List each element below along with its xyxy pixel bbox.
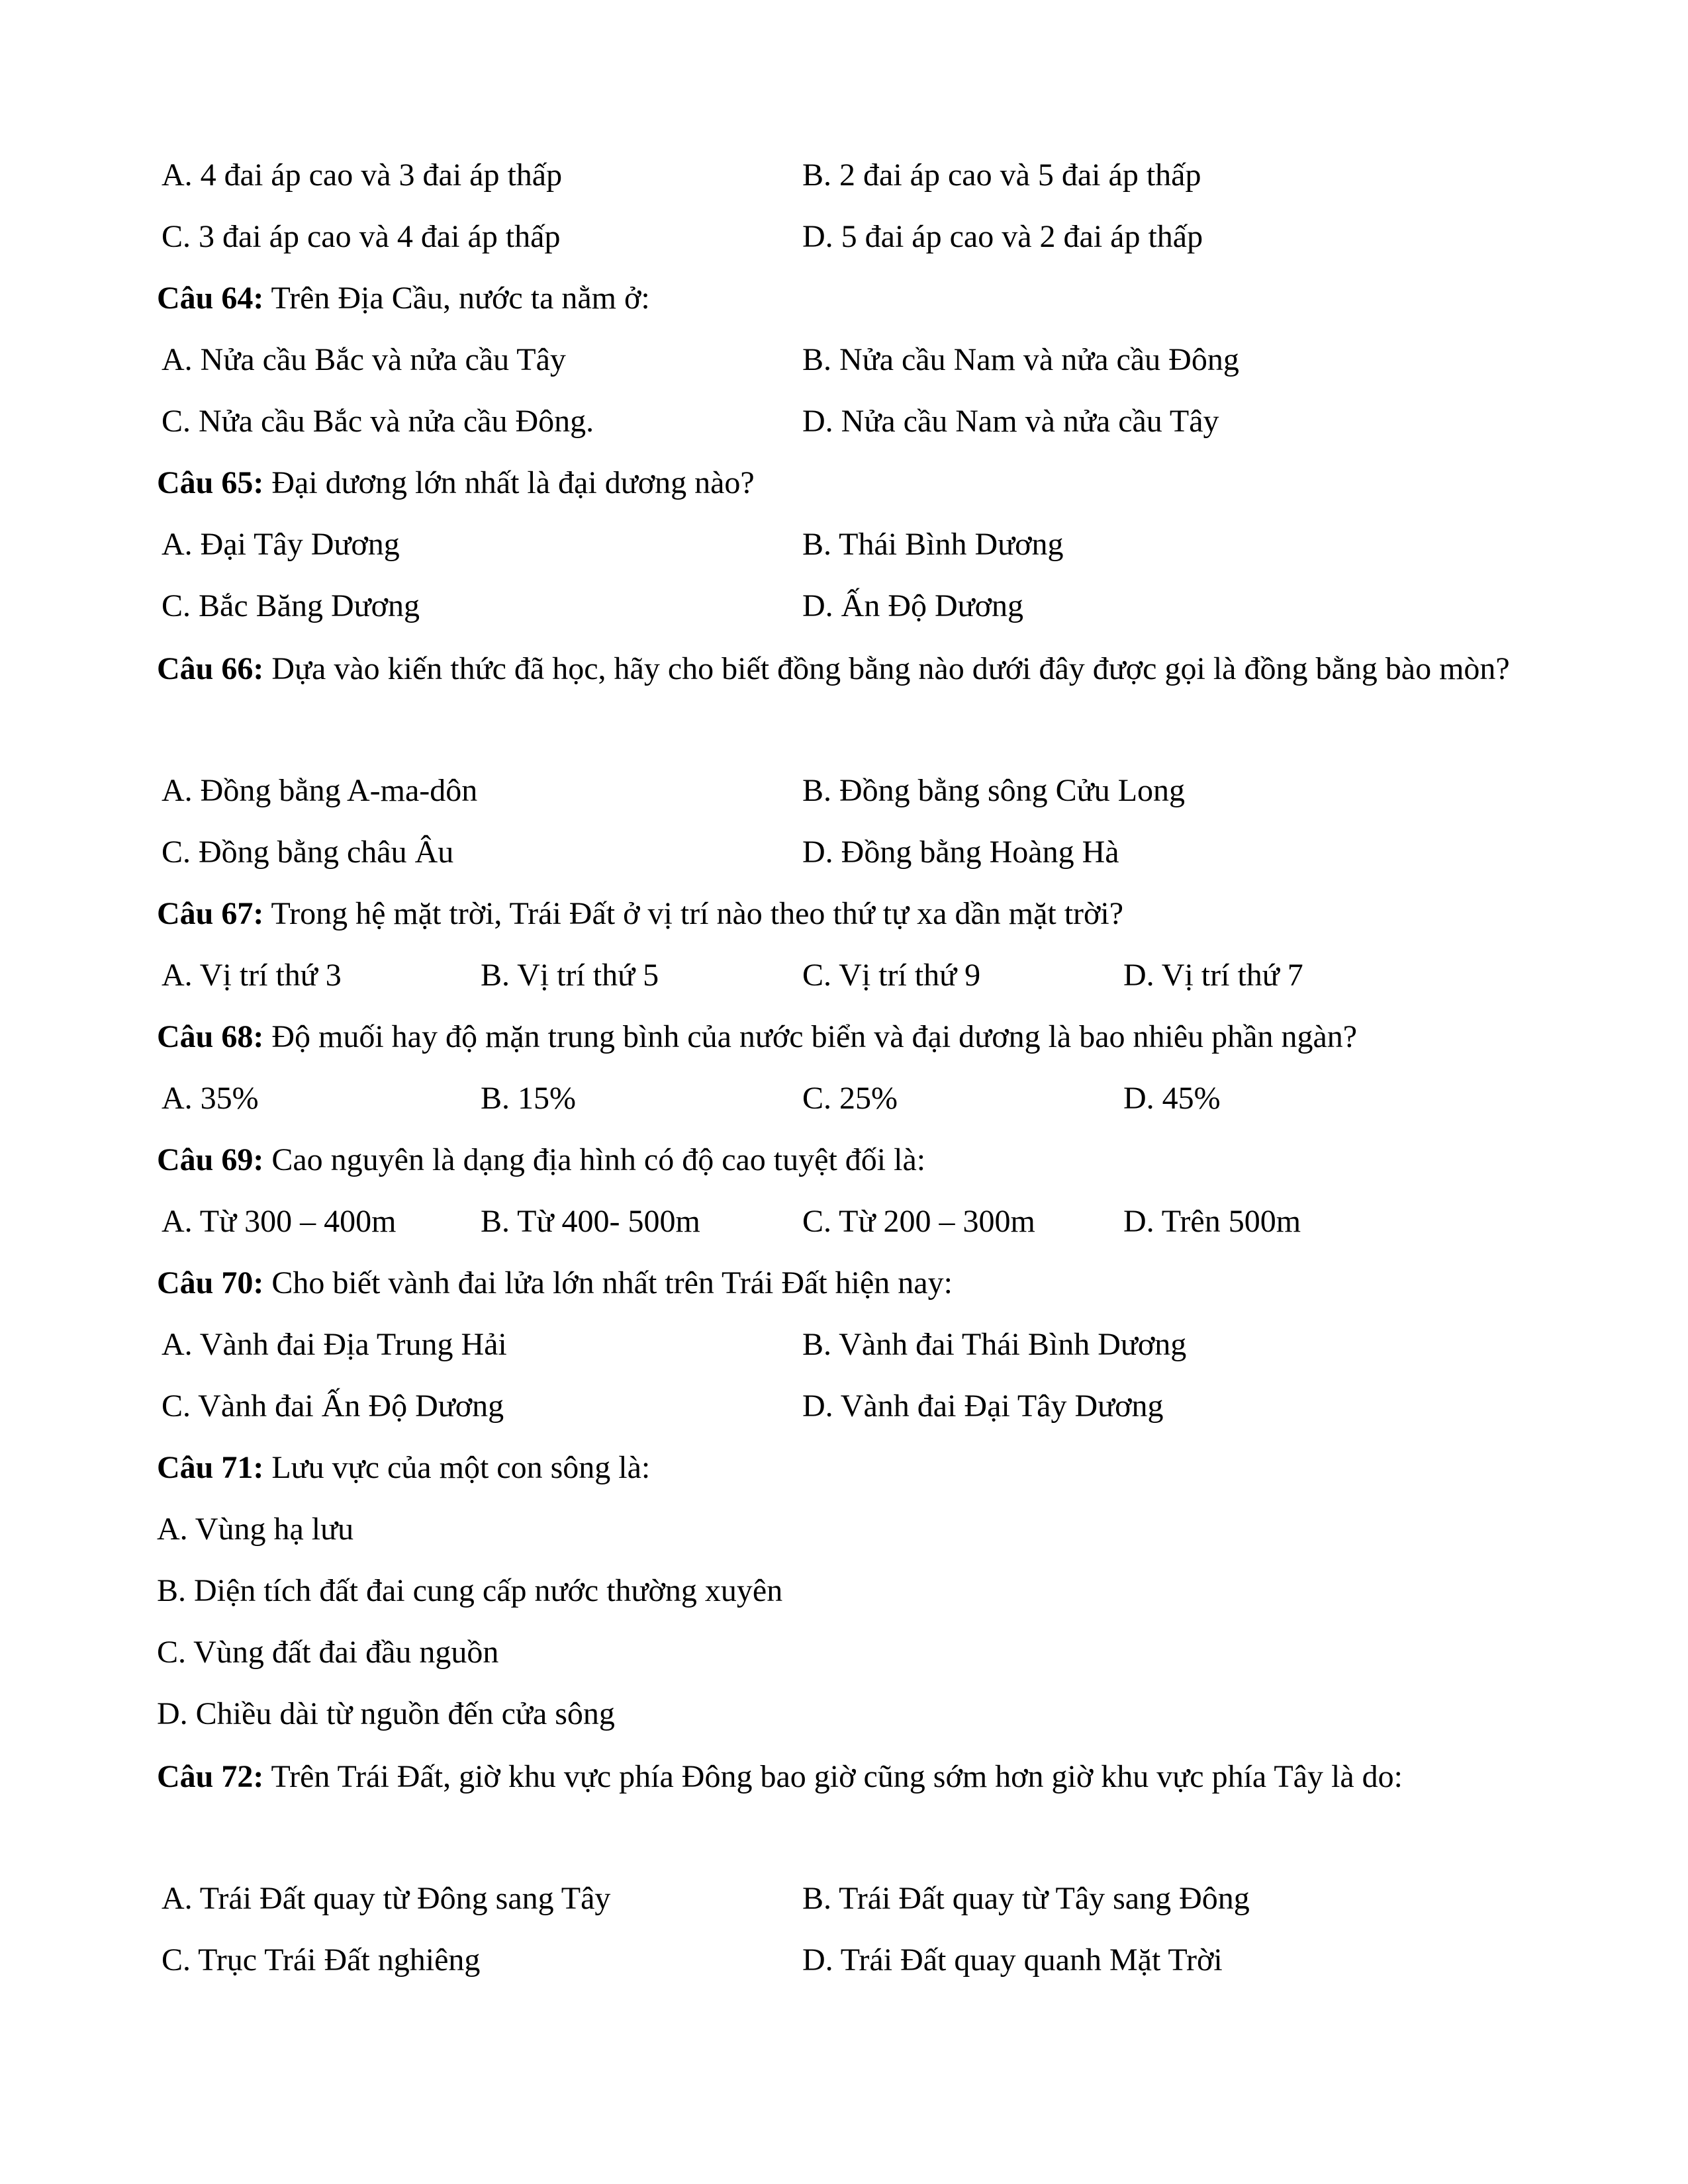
option-b: B. Từ 400- 500m (481, 1204, 700, 1239)
question-text: Trong hệ mặt trời, Trái Đất ở vị trí nào theo thứ tự xa dần mặt trời? (263, 896, 1124, 931)
question-text: Độ muối hay độ mặn trung bình của nước biển và đại dương là bao nhiêu phần ngàn? (263, 1019, 1358, 1054)
option-b: B. Vành đai Thái Bình Dương (802, 1327, 1187, 1362)
option-b: B. 15% (481, 1081, 576, 1116)
option-d: D. Trên 500m (1123, 1204, 1301, 1239)
option-b: B. Thái Bình Dương (802, 527, 1064, 562)
option-b: B. Trái Đất quay từ Tây sang Đông (802, 1881, 1250, 1916)
question-text: Cao nguyên là dạng địa hình có độ cao tuyệt đối là: (263, 1142, 926, 1177)
question-number: Câu 66: (157, 651, 264, 686)
option-c: C. 3 đai áp cao và 4 đai áp thấp (162, 219, 561, 254)
option-b: B. Vị trí thứ 5 (481, 958, 659, 993)
option-a: A. Nửa cầu Bắc và nửa cầu Tây (162, 342, 566, 377)
option-c: C. Vành đai Ấn Độ Dương (162, 1388, 504, 1424)
option-a: A. Vành đai Địa Trung Hải (162, 1327, 507, 1362)
option-a: A. 4 đai áp cao và 3 đai áp thấp (162, 158, 563, 193)
question-67 (157, 895, 1524, 933)
option-a: A. Từ 300 – 400m (162, 1204, 397, 1239)
question-69 (157, 1142, 1524, 1179)
question-68 (157, 1019, 1524, 1056)
question-text: Dựa vào kiến thức đã học, hãy cho biết đồng bằng nào dưới đây được gọi là đồng bằng bào mòn? (263, 651, 1510, 686)
question-64 (157, 280, 1524, 317)
option-c: C. Trục Trái Đất nghiêng (162, 1942, 481, 1978)
question-number: Câu 65: (157, 465, 264, 500)
question-number: Câu 71: (157, 1450, 264, 1485)
option-c: C. Nửa cầu Bắc và nửa cầu Đông. (162, 404, 594, 439)
question-text: Cho biết vành đai lửa lớn nhất trên Trái Đất hiện nay: (263, 1265, 953, 1300)
option-c: C. Vị trí thứ 9 (802, 958, 981, 993)
option-c: C. Bắc Băng Dương (162, 588, 420, 623)
option-c: C. Đồng bằng châu Âu (162, 835, 454, 870)
question-number: Câu 64: (157, 281, 264, 316)
option-d: D. Vị trí thứ 7 (1123, 958, 1303, 993)
question-number: Câu 67: (157, 896, 264, 931)
option-d: D. 5 đai áp cao và 2 đai áp thấp (802, 219, 1203, 254)
question-72 (157, 1746, 1524, 1807)
question-66 (157, 638, 1524, 700)
option-c: C. Từ 200 – 300m (802, 1204, 1035, 1239)
option-a: A. Đại Tây Dương (162, 527, 400, 562)
option-d: D. Nửa cầu Nam và nửa cầu Tây (802, 404, 1219, 439)
option-d: D. 45% (1123, 1081, 1221, 1116)
option-a: A. Đồng bằng A-ma-dôn (162, 773, 478, 808)
option-d: D. Đồng bằng Hoàng Hà (802, 835, 1119, 870)
option-d: D. Vành đai Đại Tây Dương (802, 1388, 1164, 1424)
option-a: A. Vị trí thứ 3 (162, 958, 342, 993)
question-number: Câu 68: (157, 1019, 264, 1054)
option-a: A. Trái Đất quay từ Đông sang Tây (162, 1881, 611, 1916)
question-text: Đại dương lớn nhất là đại dương nào? (263, 465, 755, 500)
option-c: C. 25% (802, 1081, 898, 1116)
question-text: Trên Địa Cầu, nước ta nằm ở: (263, 281, 650, 316)
question-71 (157, 1449, 1524, 1486)
option-d: D. Trái Đất quay quanh Mặt Trời (802, 1942, 1223, 1978)
option-a: A. Vùng hạ lưu (157, 1512, 354, 1547)
option-c: C. Vùng đất đai đầu nguồn (157, 1635, 499, 1670)
question-70 (157, 1265, 1524, 1302)
question-text: Lưu vực của một con sông là: (263, 1450, 651, 1485)
question-number: Câu 72: (157, 1759, 264, 1794)
question-text: Trên Trái Đất, giờ khu vực phía Đông bao giờ cũng sớm hơn giờ khu vực phía Tây là do: (263, 1759, 1403, 1794)
option-d: D. Chiều dài từ nguồn đến cửa sông (157, 1696, 615, 1731)
option-b: B. Nửa cầu Nam và nửa cầu Đông (802, 342, 1239, 377)
question-65 (157, 465, 1524, 502)
option-b: B. Đồng bằng sông Cửu Long (802, 773, 1186, 808)
option-b: B. Diện tích đất đai cung cấp nước thường xuyên (157, 1573, 783, 1608)
option-b: B. 2 đai áp cao và 5 đai áp thấp (802, 158, 1201, 193)
option-a: A. 35% (162, 1081, 259, 1116)
option-d: D. Ấn Độ Dương (802, 588, 1024, 623)
question-number: Câu 69: (157, 1142, 264, 1177)
question-number: Câu 70: (157, 1265, 264, 1300)
